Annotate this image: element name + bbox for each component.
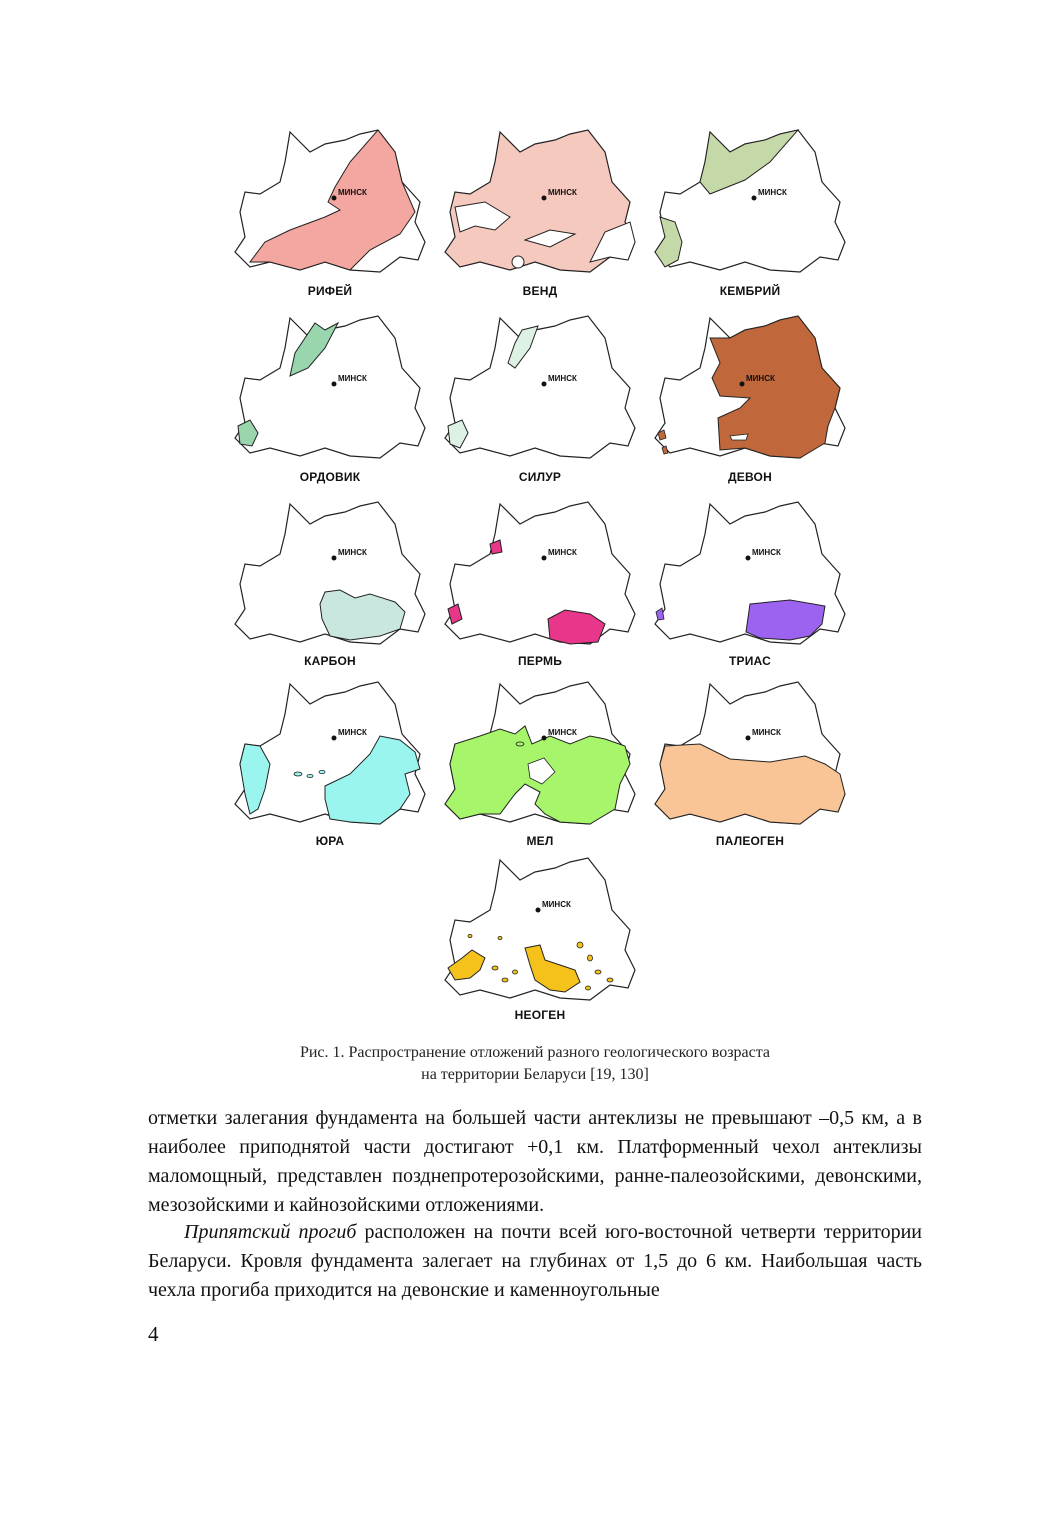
- map-ordovician: [230, 308, 430, 483]
- caption-line-2: на территории Беларуси [19, 130]: [421, 1066, 649, 1083]
- map-vendian-svg: [440, 122, 640, 282]
- map-ordovician-svg: [230, 308, 430, 468]
- map-permian: [440, 494, 640, 669]
- minsk-label: МИНСК: [338, 728, 367, 737]
- map-riphean: [230, 122, 430, 297]
- map-devonian: [650, 308, 850, 483]
- map-cretaceous: [440, 674, 640, 849]
- map-label: ОРДОВИК: [299, 470, 361, 484]
- map-paleogene-svg: [650, 674, 850, 834]
- minsk-label: МИНСК: [548, 374, 577, 383]
- map-label: РИФЕЙ: [307, 284, 353, 298]
- map-vendian: [440, 122, 640, 297]
- paragraph-1: отметки залегания фундамента на большей части антеклизы не превышают –0,5 км, а в наиболее приподнятой части достигают +0,1 км. Платформенный чехол антеклизы маломощный, представлен позднепротерозойскими, ранне-палеозойскими, девонскими, мезозойскими и кайнозойскими отложениями.: [148, 1107, 922, 1216]
- caption-line-1: Рис. 1. Распространение отложений разного геологического возраста: [299, 1044, 771, 1061]
- minsk-label: МИНСК: [548, 728, 577, 737]
- minsk-label: МИНСК: [752, 728, 781, 737]
- map-triassic-svg: [650, 494, 850, 654]
- map-jurassic: [230, 674, 430, 849]
- minsk-label: МИНСК: [746, 374, 775, 383]
- map-label: ДЕВОН: [728, 470, 772, 484]
- map-label: СИЛУР: [518, 470, 562, 484]
- map-triassic: [650, 494, 850, 669]
- map-cambrian: [650, 122, 850, 297]
- map-neogene-svg: [440, 850, 640, 1010]
- minsk-label: МИНСК: [338, 374, 367, 383]
- map-jurassic-svg: [230, 674, 430, 834]
- map-riphean-svg: [230, 122, 430, 282]
- map-paleogene: [650, 674, 850, 849]
- map-label: МЕЛ: [526, 834, 554, 848]
- map-permian-svg: [440, 494, 640, 654]
- paragraph-2-rest: расположен на почти всей юго-восточной четверти территории Беларуси. Кровля фундамента залегает на глубинах от 1,5 до 6 км. Наибольшая часть чехла прогиба приходится на девонские и каменноугольные: [148, 1221, 923, 1301]
- page-number: 4: [148, 1322, 159, 1346]
- map-silurian-svg: [440, 308, 640, 468]
- map-label: НЕОГЕН: [514, 1008, 566, 1022]
- map-carboniferous: [230, 494, 430, 669]
- map-label: КАРБОН: [304, 654, 356, 668]
- map-label: ПАЛЕОГЕН: [715, 834, 785, 848]
- geology-maps-figure: [220, 122, 860, 1032]
- minsk-label: МИНСК: [542, 900, 571, 909]
- paragraph-2: [148, 1218, 922, 1305]
- figure-caption: [150, 1042, 920, 1086]
- minsk-label: МИНСК: [758, 188, 787, 197]
- map-label: ТРИАС: [729, 654, 771, 668]
- minsk-label: МИНСК: [338, 188, 367, 197]
- map-cambrian-svg: [650, 122, 850, 282]
- map-neogene: [440, 850, 640, 1025]
- minsk-label: МИНСК: [752, 548, 781, 557]
- map-label: ВЕНД: [522, 284, 558, 298]
- map-label: КЕМБРИЙ: [719, 284, 781, 298]
- minsk-label: МИНСК: [338, 548, 367, 557]
- map-silurian: [440, 308, 640, 483]
- map-label: ПЕРМЬ: [517, 654, 563, 668]
- map-carboniferous-svg: [230, 494, 430, 654]
- minsk-label: МИНСК: [548, 548, 577, 557]
- map-devonian-svg: [650, 308, 850, 468]
- map-label: ЮРА: [315, 834, 345, 848]
- minsk-label: МИНСК: [548, 188, 577, 197]
- map-cretaceous-svg: [440, 674, 640, 834]
- paragraph-2-italic: Припятский прогиб: [184, 1221, 357, 1243]
